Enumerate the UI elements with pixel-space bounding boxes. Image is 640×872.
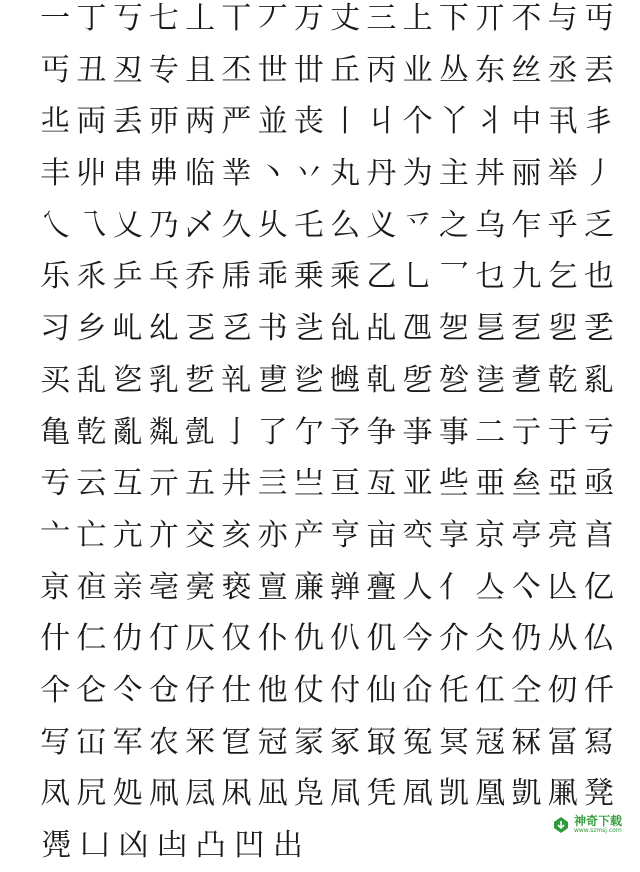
character-cell: 农	[148, 724, 179, 760]
character-cell: 冡	[293, 724, 324, 760]
character-cell: 出	[272, 828, 303, 863]
character-cell: 享	[438, 517, 469, 553]
character-cell: 亍	[511, 414, 542, 450]
character-cell: 也	[583, 259, 614, 295]
character-row	[37, 510, 617, 562]
character-cell: 仆	[257, 621, 288, 657]
character-cell: 乗	[293, 259, 324, 295]
character-cell: 世	[257, 52, 288, 88]
character-cell: 仍	[511, 621, 542, 657]
character-cell: 冢	[330, 724, 361, 760]
character-cell: 冣	[366, 724, 397, 760]
character-cell: 不	[511, 1, 542, 36]
character-cell: 乀	[40, 207, 71, 243]
character-cell: 丏	[583, 1, 614, 36]
character-cell: 冧	[511, 724, 542, 760]
character-cell: 人	[402, 569, 433, 605]
character-cell: 亇	[293, 414, 324, 450]
character-cell: 乃	[148, 207, 179, 243]
character-cell: 亜	[475, 466, 506, 502]
character-cell: 乁	[76, 207, 107, 243]
character-cell: 亰	[40, 569, 71, 605]
character-cell: 丁	[76, 1, 107, 36]
character-cell: 亠	[40, 517, 71, 553]
character-cell: 乏	[583, 207, 614, 243]
character-cell: 下	[438, 1, 469, 36]
character-cell: 今	[402, 621, 433, 657]
character-cell: 凫	[293, 776, 324, 812]
character-cell: 丟	[583, 52, 614, 88]
character-row	[37, 148, 617, 200]
character-cell: 京	[475, 517, 506, 553]
character-cell: 乇	[293, 207, 324, 243]
character-cell: 乤	[185, 311, 216, 347]
character-cell: 之	[438, 207, 469, 243]
character-cell: 乨	[330, 311, 361, 347]
character-cell: 乑	[76, 259, 107, 295]
character-row	[37, 407, 617, 459]
character-cell: 军	[112, 724, 143, 760]
character-cell: 凲	[547, 776, 578, 812]
character-cell: 些	[438, 466, 469, 502]
character-cell: 仟	[583, 672, 614, 708]
character-cell: 亝	[511, 466, 542, 502]
character-cell: 三	[366, 1, 397, 36]
character-cell: 亿	[583, 569, 614, 605]
character-cell: 乡	[76, 311, 107, 347]
character-cell: 丰	[40, 156, 71, 192]
character-cell: 乊	[402, 207, 433, 243]
character-cell: 凭	[366, 776, 397, 812]
character-cell: 亚	[402, 466, 433, 502]
character-cell: 丹	[366, 156, 397, 192]
character-cell: 乥	[221, 311, 252, 347]
character-cell: 仅	[221, 621, 252, 657]
character-cell: 凥	[76, 776, 107, 812]
character-cell: 凵	[79, 828, 110, 863]
character-cell: 丵	[221, 156, 252, 192]
download-logo-icon	[552, 816, 570, 834]
character-cell: 亷	[293, 569, 324, 605]
character-cell: 介	[438, 621, 469, 657]
character-cell: 习	[40, 311, 71, 347]
character-cell: 一	[40, 1, 71, 36]
character-cell: 乢	[112, 311, 143, 347]
character-cell: 丢	[112, 104, 143, 140]
character-cell: 乺	[402, 362, 433, 398]
character-cell: 丆	[257, 1, 288, 36]
character-cell: 乌	[475, 207, 506, 243]
character-cell: 並	[257, 104, 288, 140]
character-cell: 义	[366, 207, 397, 243]
character-cell: 乕	[221, 259, 252, 295]
character-cell: 亄	[185, 414, 216, 450]
character-cell: 亃	[148, 414, 179, 450]
character-cell: 仝	[511, 672, 542, 708]
character-cell: 丝	[511, 52, 542, 88]
character-cell: 凴	[41, 828, 72, 863]
character-cell: 亴	[185, 569, 216, 605]
character-cell: 仕	[221, 672, 252, 708]
character-cell: 丿	[583, 156, 614, 192]
character-cell: 丷	[293, 156, 324, 192]
character-cell: 丯	[583, 104, 614, 140]
character-cell: 亢	[112, 517, 143, 553]
character-cell: 乬	[475, 311, 506, 347]
character-cell: 为	[402, 156, 433, 192]
character-cell: 亭	[511, 517, 542, 553]
character-cell: 亓	[148, 466, 179, 502]
character-cell: 乭	[511, 311, 542, 347]
character-cell: 云	[76, 466, 107, 502]
character-cell: 凰	[475, 776, 506, 812]
character-cell: 他	[257, 672, 288, 708]
character-cell: 亁	[76, 414, 107, 450]
character-cell: 乫	[438, 311, 469, 347]
character-cell: 且	[185, 52, 216, 88]
character-cell: 事	[438, 414, 469, 450]
character-cell: 仂	[112, 621, 143, 657]
character-cell: 亙	[366, 466, 397, 502]
character-cell: 亨	[330, 517, 361, 553]
character-cell: 仑	[76, 672, 107, 708]
character-cell: 亥	[221, 517, 252, 553]
character-grid	[37, 0, 617, 872]
character-cell: 仁	[76, 621, 107, 657]
character-cell: 七	[148, 1, 179, 36]
character-cell: 亪	[402, 517, 433, 553]
character-cell: 亯	[583, 517, 614, 553]
character-cell: 冟	[221, 724, 252, 760]
character-cell: 串	[112, 156, 143, 192]
character-cell: 乔	[185, 259, 216, 295]
character-cell: 乵	[221, 362, 252, 398]
character-cell: 亩	[366, 517, 397, 553]
character-cell: 冨	[547, 724, 578, 760]
character-cell: 亾	[547, 569, 578, 605]
character-cell: 亲	[112, 569, 143, 605]
character-cell: 乆	[257, 207, 288, 243]
character-cell: 凨	[185, 776, 216, 812]
character-cell: 丩	[366, 104, 397, 140]
character-cell: 仉	[366, 621, 397, 657]
character-cell: 亶	[257, 569, 288, 605]
character-cell: 中	[511, 104, 542, 140]
character-cell: 乍	[511, 207, 542, 243]
character-cell: 买	[40, 362, 71, 398]
character-row	[37, 355, 617, 407]
character-cell: 乿	[583, 362, 614, 398]
character-cell: 业	[402, 52, 433, 88]
character-cell: 乽	[511, 362, 542, 398]
character-cell: 仗	[293, 672, 324, 708]
character-cell: 冚	[76, 724, 107, 760]
character-cell: 乸	[330, 362, 361, 398]
character-row	[37, 458, 617, 510]
character-cell: 么	[330, 207, 361, 243]
character-cell: 什	[40, 621, 71, 657]
character-cell: 丞	[547, 52, 578, 88]
character-cell: 乖	[257, 259, 288, 295]
character-cell: 乙	[366, 259, 397, 295]
character-cell: 冠	[257, 724, 288, 760]
character-cell: 凮	[402, 776, 433, 812]
character-cell: 了	[257, 414, 288, 450]
character-cell: 从	[547, 621, 578, 657]
character-cell: 仈	[330, 621, 361, 657]
character-cell: 丠	[40, 104, 71, 140]
character-cell: 丌	[475, 1, 506, 36]
character-cell: 乻	[438, 362, 469, 398]
character-cell: 凱	[511, 776, 542, 812]
character-cell: 仔	[185, 672, 216, 708]
character-cell: 凤	[40, 776, 71, 812]
character-cell: 丫	[438, 104, 469, 140]
character-cell: 乷	[293, 362, 324, 398]
character-cell: 东	[475, 52, 506, 88]
character-cell: 仏	[583, 621, 614, 657]
character-cell: 亊	[402, 414, 433, 450]
character-cell: 凷	[157, 828, 188, 863]
character-cell: 乮	[547, 311, 578, 347]
character-cell: 亮	[547, 517, 578, 553]
character-cell: 乘	[330, 259, 361, 295]
character-cell: 凧	[148, 776, 179, 812]
character-cell: 凳	[583, 776, 614, 812]
character-cell: 乩	[366, 311, 397, 347]
character-row	[37, 820, 617, 872]
character-cell: 亡	[76, 517, 107, 553]
character-cell: 乄	[185, 207, 216, 243]
character-cell: 争	[366, 414, 397, 450]
character-row	[37, 96, 617, 148]
character-cell: 冩	[583, 724, 614, 760]
character-cell: 二	[475, 414, 506, 450]
character-cell: 亱	[76, 569, 107, 605]
character-cell: 亼	[475, 569, 506, 605]
character-cell: 丙	[366, 52, 397, 88]
character-cell: 万	[293, 1, 324, 36]
character-cell: 丗	[293, 52, 324, 88]
character-cell: 予	[330, 414, 361, 450]
character-cell: 凬	[330, 776, 361, 812]
character-cell: 乛	[438, 259, 469, 295]
character-cell: 亀	[40, 414, 71, 450]
character-cell: 乜	[475, 259, 506, 295]
character-cell: 丣	[148, 104, 179, 140]
character-cell: 仚	[402, 672, 433, 708]
character-cell: 乣	[148, 311, 179, 347]
character-cell: 亘	[330, 466, 361, 502]
character-cell: 凹	[234, 828, 265, 863]
character-cell: 凪	[257, 776, 288, 812]
character-cell: 仛	[438, 672, 469, 708]
character-cell: 仒	[112, 672, 143, 708]
character-cell: 亏	[583, 414, 614, 450]
character-cell: 冦	[475, 724, 506, 760]
character-cell: 九	[511, 259, 542, 295]
character-cell: 亂	[112, 414, 143, 450]
character-cell: 丒	[112, 52, 143, 88]
character-cell: 丘	[330, 52, 361, 88]
character-cell: 丼	[475, 156, 506, 192]
character-cell: 亞	[547, 466, 578, 502]
character-cell: 乲	[112, 362, 143, 398]
character-cell: 丬	[475, 104, 506, 140]
character-cell: 丛	[438, 52, 469, 88]
character-cell: 交	[185, 517, 216, 553]
character-cell: 丄	[185, 1, 216, 36]
character-cell: 产	[293, 517, 324, 553]
character-cell: 丂	[112, 1, 143, 36]
character-cell: 井	[221, 466, 252, 502]
character-cell: 亐	[40, 466, 71, 502]
character-cell: 亹	[366, 569, 397, 605]
character-cell: 乞	[547, 259, 578, 295]
character-cell: 与	[547, 1, 578, 36]
character-cell: 仇	[293, 621, 324, 657]
character-cell: 五	[185, 466, 216, 502]
character-cell: 丱	[76, 156, 107, 192]
character-cell: 互	[112, 466, 143, 502]
character-cell: 乯	[583, 311, 614, 347]
character-cell: 乳	[148, 362, 179, 398]
character-cell: 乴	[185, 362, 216, 398]
character-cell: 冞	[185, 724, 216, 760]
character-cell: 丶	[257, 156, 288, 192]
character-cell: 乼	[475, 362, 506, 398]
character-cell: 专	[148, 52, 179, 88]
character-cell: 仞	[547, 672, 578, 708]
character-cell: 仐	[40, 672, 71, 708]
character-cell: 丽	[511, 156, 542, 192]
character-cell: 丈	[330, 1, 361, 36]
character-cell: 亸	[330, 569, 361, 605]
character-cell: 亖	[257, 466, 288, 502]
character-cell: 仙	[366, 672, 397, 708]
character-cell: 乪	[402, 311, 433, 347]
character-row	[37, 200, 617, 252]
character-cell: 乎	[547, 207, 578, 243]
character-cell: 亣	[148, 517, 179, 553]
watermark-logo	[546, 812, 628, 837]
character-cell: 丧	[293, 104, 324, 140]
character-cell: 临	[185, 156, 216, 192]
character-cell: 两	[185, 104, 216, 140]
character-cell: 亵	[221, 569, 252, 605]
character-cell: 乹	[366, 362, 397, 398]
character-cell: 亅	[221, 414, 252, 450]
character-row	[37, 251, 617, 303]
character-cell: 乒	[112, 259, 143, 295]
character-cell: 严	[221, 104, 252, 140]
character-cell: 亦	[257, 517, 288, 553]
character-cell: 丅	[221, 1, 252, 36]
character-cell: 乶	[257, 362, 288, 398]
character-row	[37, 768, 617, 820]
character-cell: 丳	[148, 156, 179, 192]
character-cell: 乐	[40, 259, 71, 295]
character-cell: 丮	[547, 104, 578, 140]
character-row	[37, 45, 617, 97]
character-cell: 仄	[185, 621, 216, 657]
character-cell: 仓	[148, 672, 179, 708]
character-cell: 丨	[330, 104, 361, 140]
watermark-url: www.szmsj.com	[573, 827, 622, 834]
character-cell: 仜	[475, 672, 506, 708]
character-cell: 処	[112, 776, 143, 812]
character-cell: 両	[76, 104, 107, 140]
character-cell: 亳	[148, 569, 179, 605]
character-cell: 亽	[511, 569, 542, 605]
character-cell: 乧	[293, 311, 324, 347]
character-cell: 冤	[402, 724, 433, 760]
character-cell: 丸	[330, 156, 361, 192]
character-row	[37, 613, 617, 665]
character-cell: 上	[402, 1, 433, 36]
watermark-name: 神奇下载	[573, 814, 622, 828]
character-cell: 亻	[438, 569, 469, 605]
character-cell: 丑	[76, 52, 107, 88]
character-cell: 凶	[118, 828, 149, 863]
character-cell: 于	[547, 414, 578, 450]
character-row	[37, 0, 617, 45]
character-row	[37, 303, 617, 355]
character-cell: 凸	[195, 828, 226, 863]
character-cell: 个	[402, 104, 433, 140]
character-cell: 冥	[438, 724, 469, 760]
character-row	[37, 562, 617, 614]
character-cell: 丕	[221, 52, 252, 88]
character-cell: 仃	[148, 621, 179, 657]
character-cell: 乱	[76, 362, 107, 398]
character-cell: 写	[40, 724, 71, 760]
character-cell: 丐	[40, 52, 71, 88]
character-cell: 举	[547, 156, 578, 192]
character-cell: 乂	[112, 207, 143, 243]
character-cell: 亟	[583, 466, 614, 502]
character-cell: 主	[438, 156, 469, 192]
character-cell: 乓	[148, 259, 179, 295]
character-cell: 仌	[475, 621, 506, 657]
character-cell: 凩	[221, 776, 252, 812]
character-cell: 书	[257, 311, 288, 347]
character-row	[37, 665, 617, 717]
character-row	[37, 717, 617, 769]
character-cell: 久	[221, 207, 252, 243]
character-cell: 凯	[438, 776, 469, 812]
character-cell: 乚	[402, 259, 433, 295]
character-cell: 付	[330, 672, 361, 708]
character-cell: 亗	[293, 466, 324, 502]
character-cell: 乾	[547, 362, 578, 398]
